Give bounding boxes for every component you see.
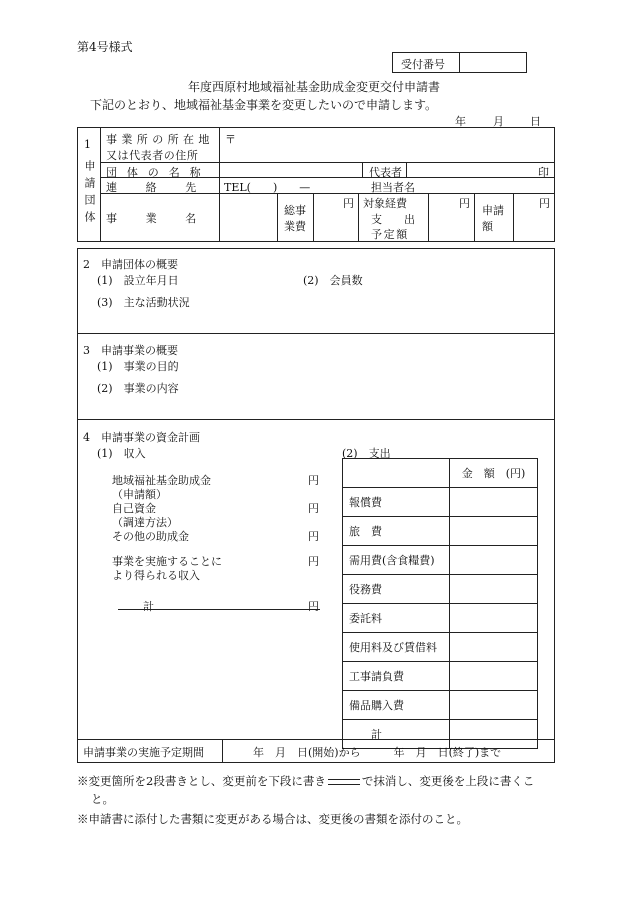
expense-amount-cell[interactable] — [450, 488, 538, 517]
address-label: 事業所の所在地 — [106, 133, 214, 146]
income-total-label: 計 — [143, 600, 154, 613]
yen-unit: 円 — [308, 600, 319, 613]
note-strikethrough-cont: と。 — [91, 792, 114, 806]
total-cost-label: 総事 — [284, 204, 306, 217]
section2-heading: 2 申請団体の概要 — [83, 258, 178, 271]
reception-box — [392, 52, 527, 73]
section3-heading: 3 申請事業の概要 — [83, 344, 178, 357]
period-dates-field[interactable]: 年 月 日(開始)から 年 月 日(終了)まで — [253, 746, 502, 759]
expense-amount-header: 金 額 (円) — [450, 459, 538, 488]
yen-unit: 円 — [308, 474, 319, 487]
postal-mark[interactable]: 〒 — [225, 133, 236, 146]
double-line-mark — [328, 779, 360, 785]
project-content-label: (2) 事業の内容 — [97, 382, 179, 395]
intro-text: 下記のとおり、地域福祉基金事業を変更したいので申請します。 — [90, 98, 438, 112]
income-item-label: 自己資金 — [112, 502, 156, 515]
target-cost-label-3: 予定額 — [371, 228, 409, 241]
expense-item: 使用料及び賃借料 — [343, 633, 450, 662]
founding-date-label: (1) 設立年月日 — [97, 274, 179, 287]
expense-item: 需用費(含食糧費) — [343, 546, 450, 575]
yen-unit: 円 — [308, 502, 319, 515]
org-name-label: 団体の名称 — [106, 166, 211, 179]
income-item-sub: より得られる収入 — [112, 569, 200, 582]
income-item-label: 事業を実施することに — [112, 555, 222, 568]
target-cost-label: 対象経費 — [363, 197, 407, 210]
main-activities-label: (3) 主な活動状況 — [97, 296, 190, 309]
target-cost-label-2: 支 出 — [371, 213, 421, 226]
income-item-sub: （調達方法） — [112, 516, 178, 529]
contact-label: 連絡先 — [106, 181, 225, 194]
section1-number: 1 — [84, 138, 91, 151]
request-amount-label: 申請 — [482, 204, 504, 217]
form-number: 第4号様式 — [77, 40, 133, 54]
expense-item: 備品購入費 — [343, 691, 450, 720]
expense-item: 旅 費 — [343, 517, 450, 546]
member-count-label: (2) 会員数 — [303, 274, 363, 287]
income-heading: (1) 収入 — [97, 447, 146, 460]
representative-label: 代表者 — [369, 166, 402, 179]
reception-label: 受付番号 — [401, 58, 445, 71]
expense-total-label: 計 — [343, 720, 450, 749]
section4-heading: 4 申請事業の資金計画 — [83, 431, 200, 444]
project-name-label: 事業名 — [106, 212, 225, 225]
form-title: 年度西原村地域福祉基金助成金変更交付申請書 — [188, 80, 441, 94]
expense-amount-cell[interactable] — [450, 604, 538, 633]
expense-table — [342, 458, 538, 749]
income-item-label: その他の助成金 — [112, 530, 189, 543]
yen-unit-2: 円 — [459, 197, 470, 210]
person-in-charge-label: 担当者名 — [371, 181, 415, 194]
applicant-side-label: 申請団体 — [83, 160, 96, 228]
expense-amount-cell[interactable] — [450, 662, 538, 691]
expense-header-blank — [343, 459, 450, 488]
expense-item: 工事請負費 — [343, 662, 450, 691]
expense-amount-cell[interactable] — [450, 633, 538, 662]
income-item-sub: （申請額） — [112, 488, 167, 501]
expense-amount-cell[interactable] — [450, 517, 538, 546]
expense-heading: (2) 支出 — [342, 447, 391, 460]
seal-mark: 印 — [538, 166, 549, 179]
period-label: 申請事業の実施予定期間 — [83, 746, 204, 759]
yen-unit: 円 — [308, 530, 319, 543]
address-label-sub: 又は代表者の住所 — [106, 149, 199, 162]
note-attachments: ※申請書に添付した書類に変更がある場合は、変更後の書類を添付のこと。 — [77, 812, 468, 826]
expense-item: 委託料 — [343, 604, 450, 633]
expense-item: 役務費 — [343, 575, 450, 604]
yen-unit-1: 円 — [343, 197, 354, 210]
yen-unit: 円 — [308, 555, 319, 568]
tel-field[interactable]: TEL( ) — — [224, 181, 311, 194]
expense-item: 報償費 — [343, 488, 450, 517]
expense-amount-cell[interactable] — [450, 546, 538, 575]
note-strikethrough: ※変更箇所を2段書きとし、変更前を下段に書き で抹消し、変更後を上段に書くこ — [77, 774, 535, 788]
expense-amount-cell[interactable] — [450, 691, 538, 720]
total-cost-label-sub: 業費 — [284, 220, 306, 233]
income-item-label: 地域福祉基金助成金 — [112, 474, 211, 487]
project-purpose-label: (1) 事業の目的 — [97, 360, 179, 373]
expense-amount-cell[interactable] — [450, 575, 538, 604]
yen-unit-3: 円 — [539, 197, 550, 210]
request-amount-label-sub: 額 — [482, 220, 493, 233]
